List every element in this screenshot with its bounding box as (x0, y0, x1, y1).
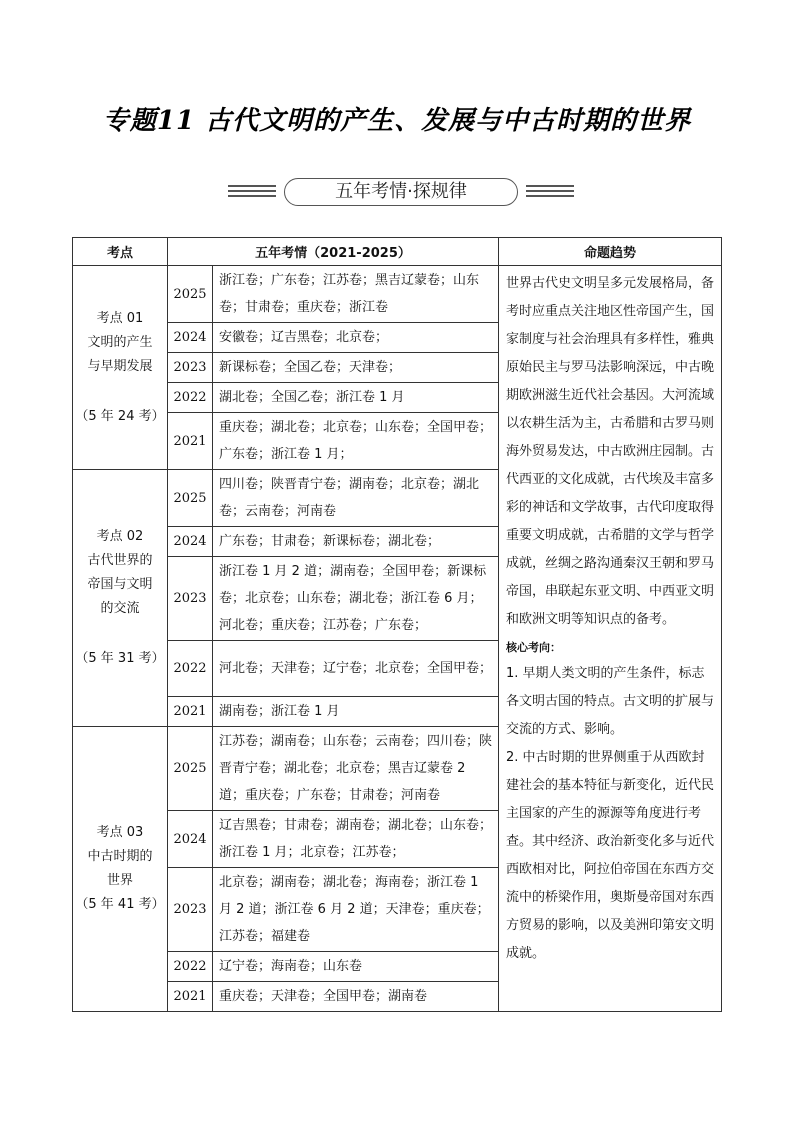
table-row (73, 266, 722, 323)
point-cell-02 (73, 470, 168, 727)
year-cell: 2025 (168, 470, 213, 527)
point-name: 考点 01 (96, 310, 144, 326)
year-cell: 2023 (168, 557, 213, 641)
point-name: 中古时期的 (87, 849, 153, 864)
trend-cell (499, 266, 722, 1012)
exam-list: 辽吉黑卷；甘肃卷；湖南卷；湖北卷；山东卷；浙江卷 1 月；北京卷；江苏卷； (213, 811, 499, 868)
exam-list: 广东卷；甘肃卷；新课标卷；湖北卷； (213, 527, 499, 557)
header-exams: 五年考情（2021-2025） (168, 238, 499, 266)
header-trend: 命题趋势 (499, 238, 722, 266)
year-cell: 2021 (168, 982, 213, 1012)
year-cell: 2021 (168, 413, 213, 470)
point-name: 世界 (106, 873, 133, 888)
exam-list: 重庆卷；天津卷；全国甲卷；湖南卷 (213, 982, 499, 1012)
exam-list: 辽宁卷；海南卷；山东卷 (213, 952, 499, 982)
trend-point-1: 1. 早期人类文明的产生条件，标志各文明古国的特点。古文明的扩展与交流的方式、影响。 (506, 666, 715, 737)
point-name: 古代世界的 (87, 553, 153, 568)
exam-list: 新课标卷；全国乙卷；天津卷； (213, 353, 499, 383)
exam-list: 浙江卷 1 月 2 道；湖南卷；全国甲卷；新课标卷；北京卷；山东卷；湖北卷；浙江卷 6 月；河北卷；重庆卷；江苏卷；广东卷； (213, 557, 499, 641)
banner-decoration-right (526, 185, 574, 199)
year-cell: 2023 (168, 353, 213, 383)
point-name: 文明的产生 (87, 334, 153, 350)
header-point: 考点 (73, 238, 168, 266)
banner-label: 五年考情·探规律 (284, 178, 518, 206)
exam-list: 安徽卷；辽吉黑卷；北京卷； (213, 323, 499, 353)
point-name: 与早期发展 (87, 358, 153, 374)
section-banner (228, 177, 574, 209)
point-name: 考点 02 (96, 529, 144, 544)
exam-analysis-table (72, 237, 722, 1012)
year-cell: 2023 (168, 868, 213, 952)
point-count: （5 年 24 考） (75, 408, 165, 424)
year-cell: 2022 (168, 641, 213, 697)
year-cell: 2024 (168, 527, 213, 557)
page-title: 专题11 古代文明的产生、发展与中古时期的世界 (102, 106, 692, 136)
year-cell: 2024 (168, 323, 213, 353)
year-cell: 2024 (168, 811, 213, 868)
year-cell: 2025 (168, 727, 213, 811)
point-name: 的交流 (100, 601, 140, 616)
point-count: （5 年 31 考） (75, 651, 165, 666)
trend-point-2: 2. 中古时期的世界侧重于从西欧封建社会的基本特征与新变化，近代民主国家的产生的源源等角度进行考查。其中经济、政治新变化多与近代西欧相对比，阿拉伯帝国在东西方交流中的桥梁作用，奥斯曼帝国对东西方贸易的影响，以及美洲印第安文明成就。 (506, 750, 715, 961)
banner-decoration-left (228, 185, 276, 199)
point-cell-01 (73, 266, 168, 470)
exam-list: 江苏卷；湖南卷；山东卷；云南卷；四川卷；陕晋青宁卷；湖北卷；北京卷；黑吉辽蒙卷 2 道；重庆卷；广东卷；甘肃卷；河南卷 (213, 727, 499, 811)
year-cell: 2022 (168, 952, 213, 982)
core-label: 核心考向： (506, 641, 562, 654)
exam-list: 河北卷；天津卷；辽宁卷；北京卷；全国甲卷； (213, 641, 499, 697)
point-count: （5 年 41 考） (75, 897, 165, 912)
exam-list: 北京卷；湖南卷；湖北卷；海南卷；浙江卷 1 月 2 道；浙江卷 6 月 2 道；天津卷；重庆卷；江苏卷；福建卷 (213, 868, 499, 952)
year-cell: 2025 (168, 266, 213, 323)
exam-list: 浙江卷；广东卷；江苏卷；黑吉辽蒙卷；山东卷；甘肃卷；重庆卷；浙江卷 (213, 266, 499, 323)
table-header-row (73, 238, 722, 266)
trend-intro: 世界古代史文明呈多元发展格局，备考时应重点关注地区性帝国产生，国家制度与社会治理具有多样性，雅典原始民主与罗马法影响深远，中古晚期欧洲滋生近代社会基因。大河流域以农耕生活为主，古希腊和古罗马则海外贸易发达，中古欧洲庄园制。古代西亚的文化成就，古代埃及丰富多彩的神话和文学故事，古代印度取得重要文明成就，古希腊的文学与哲学成就，丝绸之路沟通秦汉王朝和罗马帝国，串联起东亚文明、中西亚文明和欧洲文明等知识点的备考。 (506, 276, 715, 627)
point-name: 考点 03 (96, 825, 144, 840)
year-cell: 2022 (168, 383, 213, 413)
year-cell: 2021 (168, 697, 213, 727)
exam-list: 湖南卷；浙江卷 1 月 (213, 697, 499, 727)
exam-list: 重庆卷；湖北卷；北京卷；山东卷；全国甲卷；广东卷；浙江卷 1 月； (213, 413, 499, 470)
point-name: 帝国与文明 (87, 577, 153, 592)
point-cell-03 (73, 727, 168, 1012)
exam-list: 湖北卷；全国乙卷；浙江卷 1 月 (213, 383, 499, 413)
exam-list: 四川卷；陕晋青宁卷；湖南卷；北京卷；湖北卷；云南卷；河南卷 (213, 470, 499, 527)
